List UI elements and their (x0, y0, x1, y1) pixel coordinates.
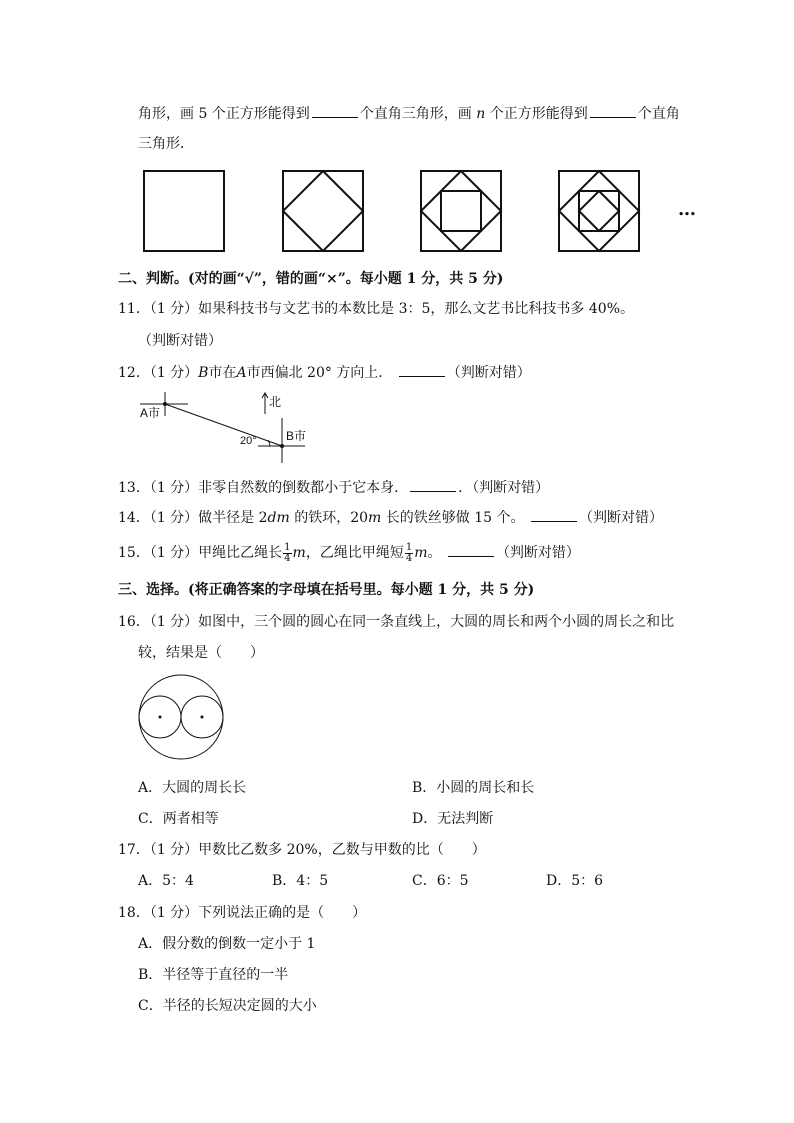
q14-unit-dm: dm (267, 510, 290, 526)
fraction-denominator: 4 (405, 552, 413, 564)
fraction-numerator: 1 (405, 541, 413, 553)
answer-blank (410, 477, 456, 492)
q16-option-b[interactable]: B．小圆的周长和长 (412, 780, 535, 796)
q17-option-a[interactable]: A．5：4 (138, 873, 194, 889)
q10-text-b: 个直角三角形，画 (359, 106, 472, 122)
answer-blank (399, 362, 445, 377)
answer-blank (531, 507, 577, 522)
q14-hint: （判断对错） (578, 510, 663, 526)
q12-a: A (236, 365, 247, 381)
q14-text (118, 507, 663, 528)
ellipsis: … (678, 199, 696, 220)
q17-text: 17．（1 分）甲数比乙数多 20%，乙数与甲数的比（ ） (118, 842, 486, 858)
q13-hint: ．（判断对错） (458, 480, 550, 496)
square-figure-2 (282, 170, 364, 252)
q15-hint: （判断对错） (495, 545, 580, 561)
q17-option-c[interactable]: C．6：5 (412, 873, 469, 889)
square-figure-3 (420, 170, 502, 252)
q16-option-a[interactable]: A．大圆的周长长 (138, 780, 247, 796)
q14-a: 14．（1 分）做半径是 2 (118, 510, 268, 526)
q10-text-a: 角形，画 5 个正方形能得到 (138, 106, 310, 122)
angle-label: 20° (240, 435, 257, 447)
q15-text (118, 542, 580, 564)
q18-text: 18．（1 分）下列说法正确的是（ ） (118, 905, 367, 921)
q16-line2: 较，结果是（ ） (138, 645, 264, 661)
q16-option-d[interactable]: D．无法判断 (412, 811, 494, 827)
q17-option-d[interactable]: D．5：6 (546, 873, 604, 889)
q17-option-b[interactable]: B．4：5 (272, 873, 329, 889)
q15-unit: m (414, 545, 428, 561)
square-figure-4 (558, 170, 640, 252)
direction-figure (140, 388, 315, 458)
q18-option-a[interactable]: A．假分数的倒数一定小于 1 (138, 936, 316, 952)
q11-text: 11．（1 分）如果科技书与文艺书的本数比是 3：5，那么文艺书比科技书多 40%。 (118, 301, 635, 317)
q15-unit: m (292, 545, 306, 561)
q14-c: 长的铁丝够做 15 个。 (381, 510, 525, 526)
a-city-label: A市 (140, 406, 161, 420)
q16-option-c[interactable]: C．两者相等 (138, 811, 219, 827)
q18-option-c[interactable]: C．半径的长短决定圆的大小 (138, 998, 317, 1014)
fraction-denominator: 4 (284, 552, 291, 564)
q12-prefix: 12．（1 分） (118, 365, 199, 381)
q18-option-b[interactable]: B．半径等于直径的一半 (138, 967, 289, 983)
q16-line1: 16．（1 分）如图中，三个圆的圆心在同一条直线上，大圆的周长和两个小圆的周长之和比 (118, 614, 675, 630)
q11-hint: （判断对错） (138, 333, 222, 349)
answer-blank (590, 103, 636, 118)
fraction-one-quarter (405, 543, 413, 564)
q10-line1 (138, 103, 680, 124)
answer-blank (448, 542, 494, 557)
section-3-title: 三、选择。(将正确答案的字母填在括号里。每小题 1 分，共 5 分) (118, 582, 535, 598)
q12-mid2: 市西偏北 20° 方向上． (246, 365, 393, 381)
q15-a: 15．（1 分）甲绳比乙绳长 (118, 545, 283, 561)
q10-text-c: 个正方形能得到 (489, 106, 588, 122)
q10-line2: 三角形． (138, 136, 194, 152)
q13-body: 13．（1 分）非零自然数的倒数都小于它本身． (118, 480, 409, 496)
q12-mid1: 市在 (208, 365, 237, 381)
q10-text-d: 个直角 (637, 106, 680, 122)
q14-unit-m: m (368, 510, 382, 526)
q15-c: 。 (427, 545, 442, 561)
b-city-label: B市 (286, 429, 307, 443)
answer-blank (312, 103, 358, 118)
q12-text (118, 362, 531, 383)
q10-variable-n: n (476, 106, 486, 122)
q14-b: 的铁环，20 (289, 510, 369, 526)
fraction-numerator: 1 (284, 541, 291, 553)
circles-figure (138, 674, 224, 760)
q15-b: ，乙绳比甲绳短 (305, 545, 404, 561)
square-figure-1 (143, 170, 225, 252)
q12-b: B (198, 365, 209, 381)
q13-text (118, 477, 549, 498)
north-label: 北 (269, 395, 282, 409)
q12-hint: （判断对错） (446, 365, 531, 381)
section-2-title: 二、判断。(对的画“√”，错的画“×”。每小题 1 分，共 5 分) (118, 271, 504, 287)
fraction-one-quarter (283, 543, 291, 564)
